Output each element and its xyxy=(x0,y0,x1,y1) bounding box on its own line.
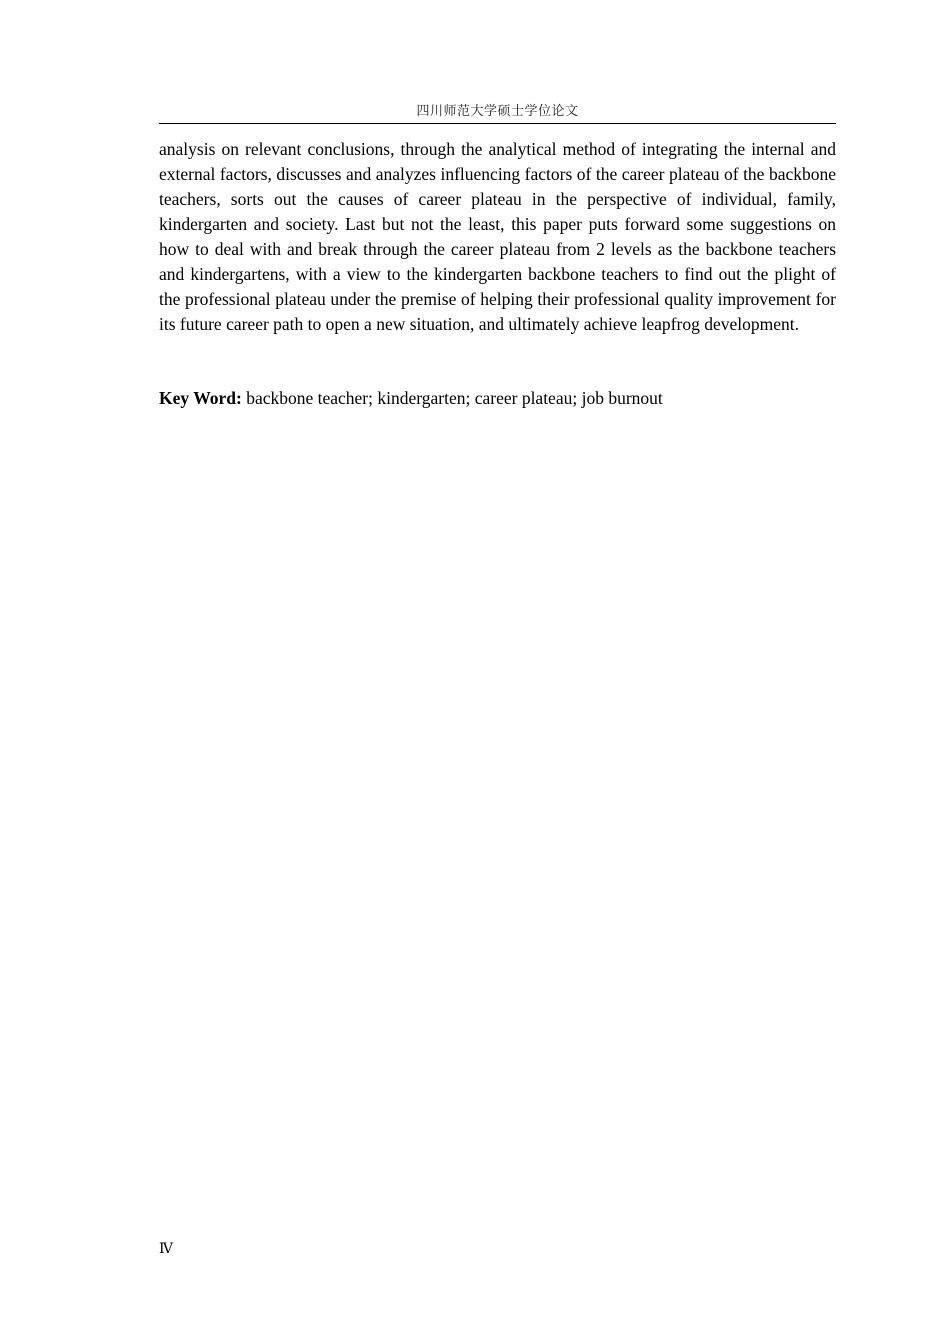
page-number: Ⅳ xyxy=(159,1242,173,1257)
keywords-label: Key Word: xyxy=(159,388,242,408)
running-header: 四川师范大学硕士学位论文 xyxy=(159,103,836,124)
keywords-line xyxy=(159,386,836,411)
keywords-values: backbone teacher; kindergarten; career plateau; job burnout xyxy=(241,388,663,408)
abstract-paragraph: analysis on relevant conclusions, through the analytical method of integrating the internal and external factors, discusses and analyzes influencing factors of the career plateau of the backbone teachers, sorts out the causes of career plateau in the perspective of individual, family, kindergarten and society. Last but not the least, this paper puts forward some suggestions on how to deal with and break through the career plateau from 2 levels as the backbone teachers and kindergartens, with a view to the kindergarten backbone teachers to find out the plight of the professional plateau under the premise of helping their professional quality improvement for its future career path to open a new situation, and ultimately achieve leapfrog development. xyxy=(159,139,836,334)
